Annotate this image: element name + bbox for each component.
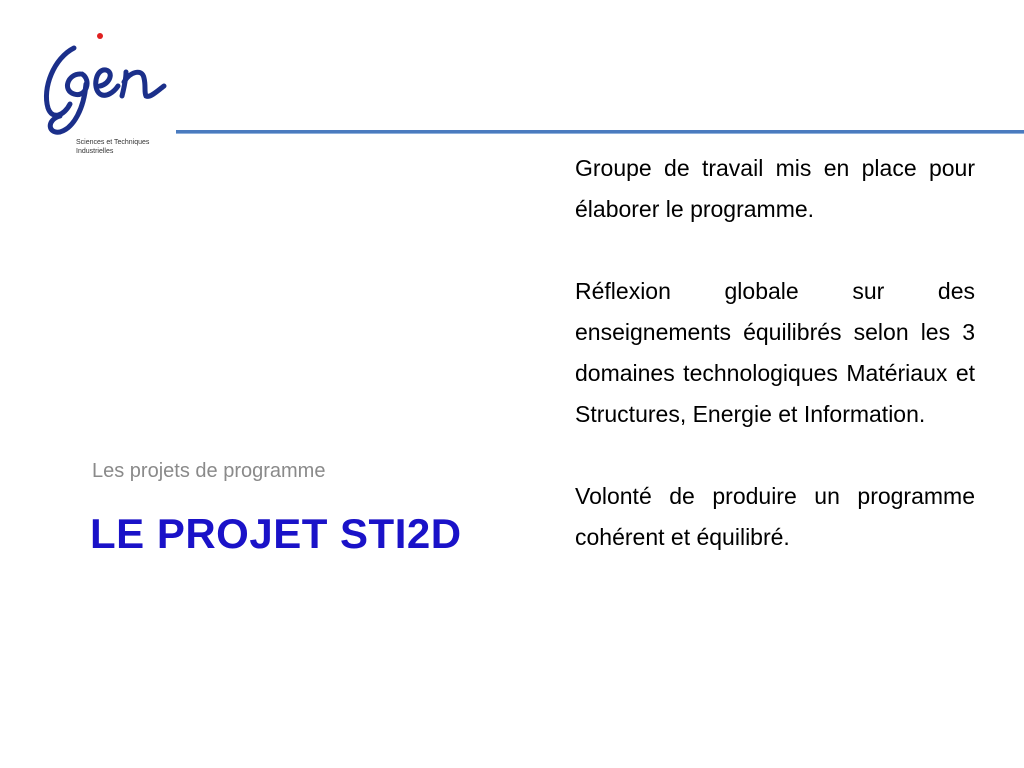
paragraph-volonte: Volonté de produire un programme cohérent et équilibré. <box>575 483 975 550</box>
logo-subtitle <box>76 138 186 156</box>
igen-logo-icon <box>34 28 184 138</box>
logo-subtitle-line2: Industrielles <box>76 148 114 155</box>
content-text <box>575 148 975 599</box>
paragraph-reflexion: Réflexion globale sur des enseignements équilibrés selon les 3 domaines technologiques Matériaux et Structures, Energie et Information. <box>575 278 975 427</box>
slide-title: LE PROJET STI2D <box>90 510 462 557</box>
logo-subtitle-line1: Sciences et Techniques <box>76 139 150 146</box>
igen-logo <box>34 28 184 163</box>
header-rule <box>176 130 1024 134</box>
paragraph-groupe: Groupe de travail mis en place pour élaborer le programme. <box>575 155 975 222</box>
slide-subtitle: Les projets de programme <box>92 460 326 482</box>
